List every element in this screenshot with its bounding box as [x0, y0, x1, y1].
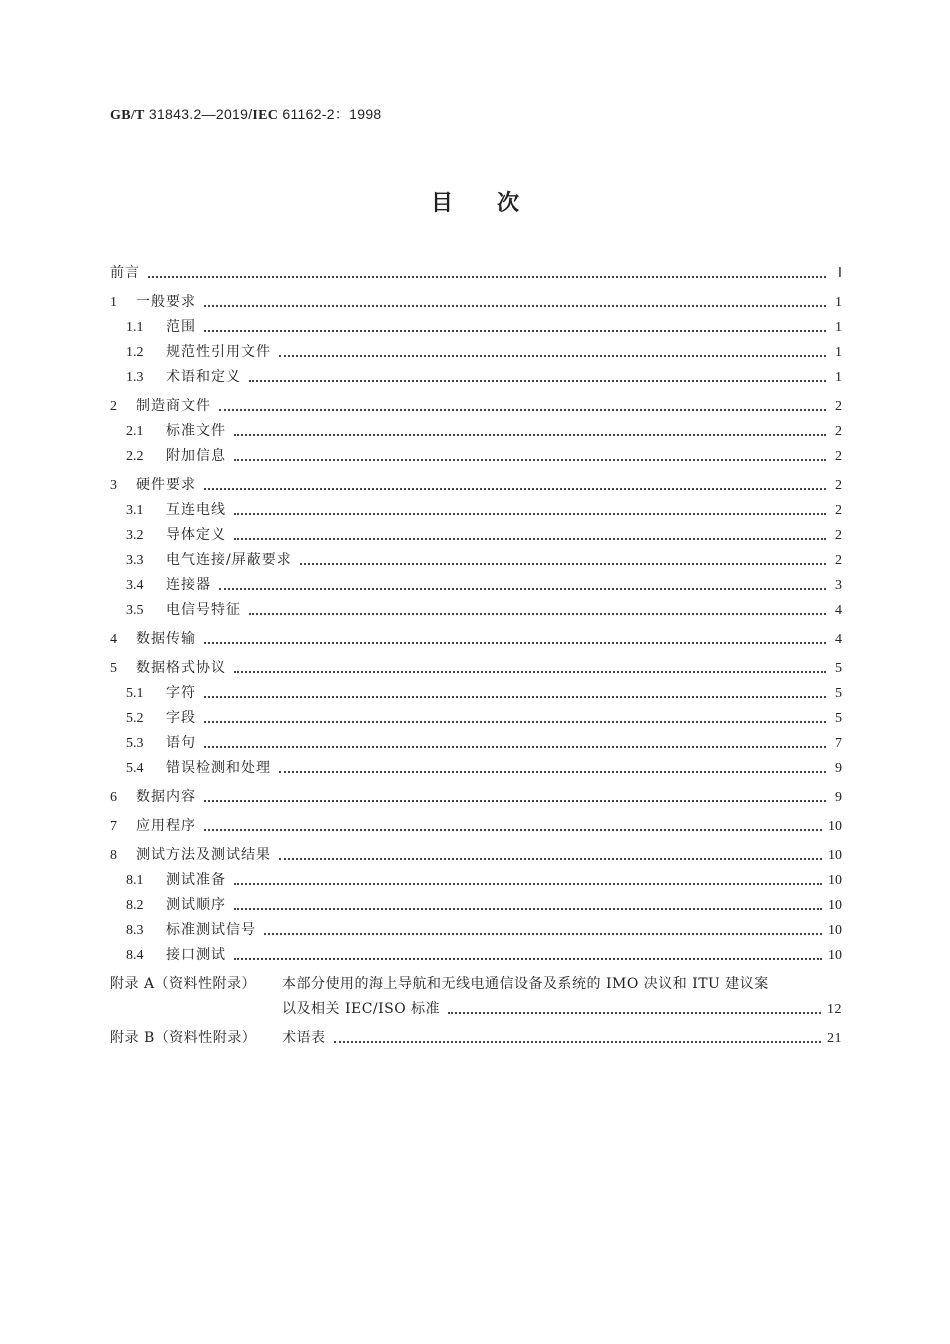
toc-entry[interactable]	[110, 394, 842, 419]
toc-entry[interactable]	[110, 498, 842, 523]
dot-leader	[279, 355, 826, 357]
toc-entry[interactable]	[110, 261, 842, 286]
toc-entry-label: 测试方法及测试结果	[136, 847, 271, 863]
appendix-label: 附录 A（资料性附录）	[110, 976, 257, 992]
dot-leader	[219, 588, 826, 590]
toc-entry-page: 2	[835, 399, 842, 414]
page-title: 目 次	[430, 190, 520, 216]
toc-entry-label: 导体定义	[166, 527, 226, 543]
toc-entry-page: 5	[835, 686, 842, 701]
toc-entry-page: 2	[835, 503, 842, 518]
toc-entry[interactable]	[110, 419, 842, 444]
toc-entry-page: 9	[835, 761, 842, 776]
appendix-label: 附录 B（资料性附录）	[110, 1030, 257, 1046]
dot-leader	[264, 933, 822, 935]
appendix-list	[110, 972, 842, 1051]
toc-entry-label: 字段	[166, 710, 196, 726]
dot-leader	[234, 459, 826, 461]
toc-entry-number: 5.2	[126, 711, 144, 726]
toc-entry[interactable]	[110, 656, 842, 681]
toc-entry-page: 2	[835, 553, 842, 568]
toc-entry[interactable]	[110, 340, 842, 365]
toc-entry-page: 10	[828, 898, 842, 913]
toc-entry-page: 10	[828, 819, 842, 834]
toc-entry-number: 5.4	[126, 761, 144, 776]
appendix-title: 以及相关 IEC/ISO 标准	[282, 1001, 441, 1017]
toc-entry-number: 2.2	[126, 449, 144, 464]
dot-leader	[234, 513, 826, 515]
toc-entry-label: 字符	[166, 685, 196, 701]
toc-entry-label: 附加信息	[166, 448, 226, 464]
dot-leader	[279, 771, 826, 773]
toc-entry-label: 电信号特征	[166, 602, 241, 618]
toc-entry-page: 10	[828, 873, 842, 888]
appendix-page: 12	[827, 1002, 842, 1017]
toc-entry-page: 1	[835, 295, 842, 310]
appendix-entry[interactable]	[110, 972, 842, 1022]
toc-entry-number: 3.2	[126, 528, 144, 543]
toc-entry-label: 一般要求	[136, 294, 196, 310]
dot-leader	[204, 800, 826, 802]
toc-entry-label: 测试准备	[166, 872, 226, 888]
dot-leader	[204, 721, 826, 723]
appendix-entry[interactable]	[110, 1026, 842, 1051]
dot-leader	[204, 330, 826, 332]
toc-entry-label: 互连电线	[166, 502, 226, 518]
toc-entry-label: 错误检测和处理	[166, 760, 271, 776]
dot-leader	[234, 434, 826, 436]
toc-entry[interactable]	[110, 756, 842, 781]
toc-entry[interactable]	[110, 706, 842, 731]
toc-entry-page: 7	[835, 736, 842, 751]
toc-entry-label: 应用程序	[136, 818, 196, 834]
dot-leader	[234, 958, 822, 960]
dot-leader	[279, 858, 822, 860]
toc-entry[interactable]	[110, 814, 842, 839]
toc-entry[interactable]	[110, 473, 842, 498]
toc-entry-page: 9	[835, 790, 842, 805]
toc-entry-number: 1	[110, 295, 117, 310]
dot-leader	[204, 746, 826, 748]
dot-leader	[148, 276, 826, 278]
toc-entry-page: Ⅰ	[837, 266, 842, 281]
dot-leader	[204, 696, 826, 698]
toc-entry-number: 5.1	[126, 686, 144, 701]
standard-code: GB/T 31843.2—2019/IEC 61162-2：1998	[110, 106, 382, 123]
toc-entry[interactable]	[110, 523, 842, 548]
toc-entry[interactable]	[110, 548, 842, 573]
dot-leader	[204, 305, 826, 307]
toc-entry-page: 10	[828, 948, 842, 963]
toc-entry-label: 规范性引用文件	[166, 344, 271, 360]
toc-entry-number: 5	[110, 661, 117, 676]
toc-entry-label: 制造商文件	[136, 398, 211, 414]
dot-leader	[234, 538, 826, 540]
toc-entry[interactable]	[110, 918, 842, 943]
toc-entry-page: 10	[828, 923, 842, 938]
toc-entry-label: 术语和定义	[166, 369, 241, 385]
dot-leader	[448, 1012, 821, 1014]
toc-entry-label: 数据格式协议	[136, 660, 226, 676]
toc-entry-page: 5	[835, 711, 842, 726]
toc-entry-label: 前言	[110, 265, 140, 281]
appendix-page: 21	[827, 1031, 842, 1046]
toc-entry-number: 4	[110, 632, 117, 647]
toc-entry-number: 1.1	[126, 320, 144, 335]
toc-entry-label: 语句	[166, 735, 196, 751]
dot-leader	[204, 829, 822, 831]
toc-entry-label: 电气连接/屏蔽要求	[166, 552, 292, 568]
toc-entry[interactable]	[110, 943, 842, 968]
toc-entry-label: 测试顺序	[166, 897, 226, 913]
toc-entry[interactable]	[110, 290, 842, 315]
toc-entry[interactable]	[110, 573, 842, 598]
toc-entry-number: 3.5	[126, 603, 144, 618]
toc-entry-number: 1.3	[126, 370, 144, 385]
toc-entry-page: 5	[835, 661, 842, 676]
toc-entry-label: 硬件要求	[136, 477, 196, 493]
toc-entry-page: 4	[835, 603, 842, 618]
toc-entry-label: 连接器	[166, 577, 211, 593]
dot-leader	[334, 1041, 822, 1043]
toc-entry-page: 2	[835, 449, 842, 464]
toc-entry-page: 1	[835, 370, 842, 385]
appendix-title: 术语表	[282, 1030, 326, 1046]
toc-entry-label: 范围	[166, 319, 196, 335]
toc-entry-label: 标准测试信号	[166, 922, 256, 938]
toc-entry[interactable]	[110, 785, 842, 810]
toc-entry[interactable]	[110, 681, 842, 706]
toc-entry[interactable]	[110, 843, 842, 868]
toc-entry-number: 8	[110, 848, 117, 863]
toc-entry-page: 2	[835, 528, 842, 543]
toc-entry-number: 1.2	[126, 345, 144, 360]
toc-entry-label: 数据传输	[136, 631, 196, 647]
toc-entry-number: 2	[110, 399, 117, 414]
toc-entry-number: 8.4	[126, 948, 144, 963]
toc-entry[interactable]	[110, 365, 842, 390]
table-of-contents	[110, 261, 842, 968]
toc-entry-label: 数据内容	[136, 789, 196, 805]
toc-entry-number: 3.1	[126, 503, 144, 518]
toc-entry[interactable]	[110, 868, 842, 893]
toc-entry-number: 8.2	[126, 898, 144, 913]
dot-leader	[300, 563, 826, 565]
toc-entry-number: 3.4	[126, 578, 144, 593]
toc-entry-number: 3.3	[126, 553, 144, 568]
toc-entry[interactable]	[110, 893, 842, 918]
toc-entry[interactable]	[110, 444, 842, 469]
dot-leader	[249, 380, 826, 382]
toc-entry-page: 4	[835, 632, 842, 647]
dot-leader	[204, 642, 826, 644]
toc-entry[interactable]	[110, 598, 842, 623]
toc-entry-page: 2	[835, 424, 842, 439]
toc-entry-label: 接口测试	[166, 947, 226, 963]
dot-leader	[234, 671, 826, 673]
dot-leader	[219, 409, 826, 411]
toc-entry-page: 1	[835, 320, 842, 335]
dot-leader	[234, 883, 822, 885]
toc-entry-number: 2.1	[126, 424, 144, 439]
toc-entry-page: 10	[828, 848, 842, 863]
toc-entry-page: 2	[835, 478, 842, 493]
toc-entry-page: 1	[835, 345, 842, 360]
dot-leader	[204, 488, 826, 490]
toc-entry-page: 3	[835, 578, 842, 593]
toc-entry-number: 5.3	[126, 736, 144, 751]
toc-entry-number: 3	[110, 478, 117, 493]
dot-leader	[234, 908, 822, 910]
toc-entry[interactable]	[110, 731, 842, 756]
toc-entry-label: 标准文件	[166, 423, 226, 439]
dot-leader	[249, 613, 826, 615]
toc-entry-number: 8.1	[126, 873, 144, 888]
toc-entry-number: 8.3	[126, 923, 144, 938]
toc-entry-number: 7	[110, 819, 117, 834]
toc-entry[interactable]	[110, 627, 842, 652]
toc-entry[interactable]	[110, 315, 842, 340]
appendix-title: 本部分使用的海上导航和无线电通信设备及系统的 IMO 决议和 ITU 建议案	[282, 976, 769, 992]
toc-entry-number: 6	[110, 790, 117, 805]
